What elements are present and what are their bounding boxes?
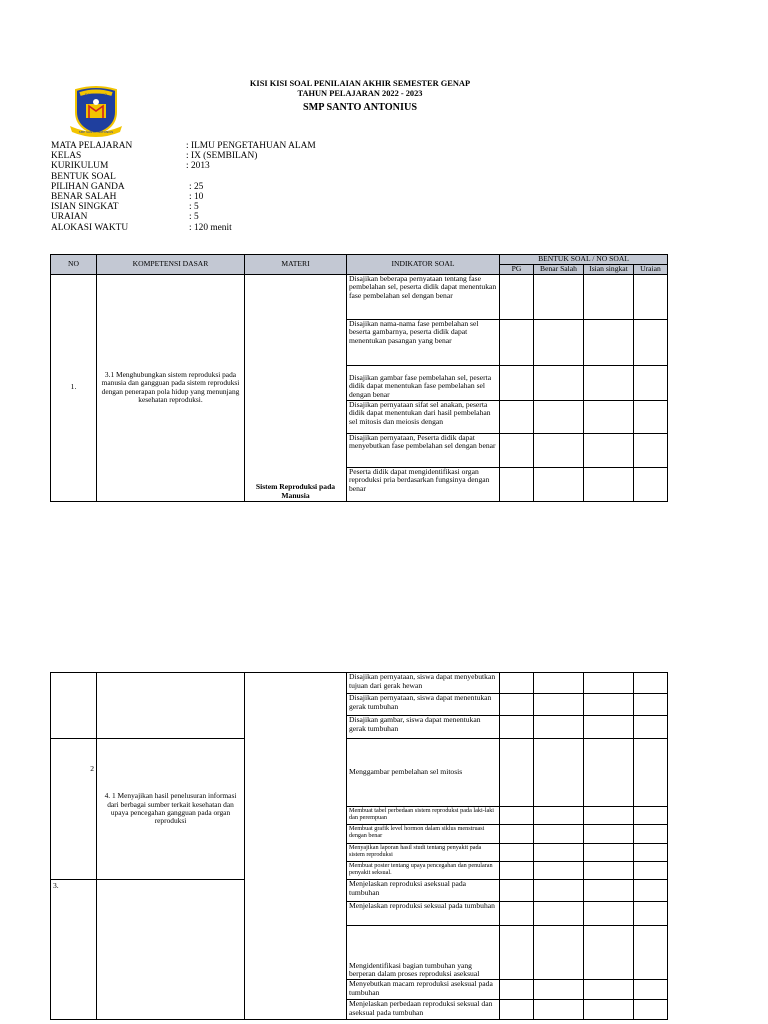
info-value: : 25: [189, 181, 204, 192]
school-logo: [68, 84, 124, 138]
col-header-materi: MATERI: [245, 255, 347, 275]
indicator: Menyajikan laporan hasil studi tentang penyakit pada sistem reproduksi: [347, 844, 500, 862]
info-value: : IX (SEMBILAN): [186, 151, 258, 162]
indicator: Menjelaskan reproduksi seksual pada tumbuhan: [347, 902, 500, 926]
indicator: Membuat grafik level hormon dalam siklus menstruasi dengan benar: [347, 825, 500, 844]
info-value: : 5: [189, 212, 199, 223]
col-header-pg: PG: [500, 265, 534, 275]
indicator: Menyebutkan macam reproduksi aseksual pada tumbuhan: [347, 980, 500, 1000]
info-label: KELAS: [51, 151, 82, 162]
row-no: 3.: [51, 880, 97, 1020]
col-header-indikator: INDIKATOR SOAL: [347, 255, 500, 275]
col-header-bs: Benar Salah: [534, 265, 584, 275]
info-label: MATA PELAJARAN: [51, 141, 133, 151]
indicator: Menggambar pembelahan sel mitosis: [347, 739, 500, 807]
info-value: : 2013: [186, 161, 210, 172]
info-value: : 5: [189, 202, 199, 213]
indicator: Membuat tabel perbedaan sistem reproduksi pada laki-laki dan perempuan: [347, 807, 500, 825]
grid-table-page1: [50, 254, 668, 502]
info-label: ALOKASI WAKTU: [51, 222, 129, 233]
col-header-bentuk: BENTUK SOAL / NO SOAL: [500, 255, 668, 265]
row-no: 1.: [51, 274, 97, 501]
indicator: Membuat poster tentang upaya pencegahan dan penularan penyakit seksual.: [347, 862, 500, 880]
kompetensi-dasar: 4. 1 Menyajikan hasil penelusuran informasi dari berbagai sumber terkait kesehatan dan upaya pencegahan gangguan pada organ reproduksi: [97, 739, 245, 880]
doc-subtitle: TAHUN PELAJARAN 2022 - 2023: [297, 89, 423, 98]
col-header-no: NO: [51, 255, 97, 275]
logo-top-text: ECCE VENIO: [84, 93, 108, 97]
indicator: Disajikan beberapa pernyataan tentang fase pembelahan sel, peserta didik dapat menentukan fase pembelahan sel dengan benar: [347, 274, 500, 319]
info-label: URAIAN: [51, 212, 88, 223]
indicator: Menjelaskan perbedaan reproduksi seksual dan aseksual pada tumbuhan: [347, 1000, 500, 1020]
indicator: Mengidentifikasi bagian tumbuhan yang berperan dalam proses reproduksi aseksual: [347, 926, 500, 980]
info-label: BENTUK SOAL: [51, 171, 116, 182]
materi: Sistem Reproduksi pada Manusia: [245, 274, 347, 501]
indicator: Disajikan gambar fase pembelahan sel, peserta didik dapat menentukan fase pembelahan sel dengan benar: [347, 365, 500, 400]
logo-bottom-text: SMP SANTO ANTONIUS: [78, 130, 114, 134]
indicator: Disajikan pernyataan sifat sel anakan, peserta didik dapat menentukan dari hasil pembelahan sel mitosis dan meiosis dengan: [347, 400, 500, 433]
info-label: ISIAN SINGKAT: [51, 202, 119, 213]
col-header-is: Isian singkat: [584, 265, 634, 275]
info-label: PILIHAN GANDA: [51, 181, 125, 192]
indicator: Disajikan pernyataan, siswa dapat menentukan gerak tumbuhan: [347, 694, 500, 716]
doc-title: KISI KISI SOAL PENILAIAN AKHIR SEMESTER GENAP: [249, 79, 471, 88]
indicator: Disajikan pernyataan, siswa dapat menyebutkan tujuan dari gerak hewan: [347, 673, 500, 694]
indicator: Peserta didik dapat mengidentifikasi organ reproduksi pria berdasarkan fungsinya dengan benar: [347, 467, 500, 501]
school-name: SMP SANTO ANTONIUS: [303, 102, 417, 113]
indicator: Disajikan pernyataan, Peserta didik dapat menyebutkan fase pembelahan sel dengan benar: [347, 433, 500, 467]
indicator: Disajikan gambar, siswa dapat menentukan gerak tumbuhan: [347, 716, 500, 739]
grid-table-page2: [50, 672, 668, 1020]
indicator: Disajikan nama-nama fase pembelahan sel beserta gambarnya, peserta didik dapat menentukan pasangan yang benar: [347, 319, 500, 365]
info-value: : 10: [189, 191, 204, 202]
info-label: KURIKULUM: [51, 161, 109, 172]
col-header-kd: KOMPETENSI DASAR: [97, 255, 245, 275]
info-label: BENAR SALAH: [51, 191, 117, 202]
indicator: Menjelaskan reproduksi aseksual pada tumbuhan: [347, 880, 500, 902]
col-header-ur: Uraian: [634, 265, 668, 275]
info-value: : ILMU PENGETAHUAN ALAM: [186, 141, 316, 151]
info-value: : 120 menit: [189, 222, 232, 233]
row-no: 2: [51, 739, 97, 880]
kompetensi-dasar: 3.1 Menghubungkan sistem reproduksi pada manusia dan gangguan pada sistem reproduksi dengan penerapan pola hidup yang menunjang kesehatan reproduksi.: [97, 274, 245, 501]
